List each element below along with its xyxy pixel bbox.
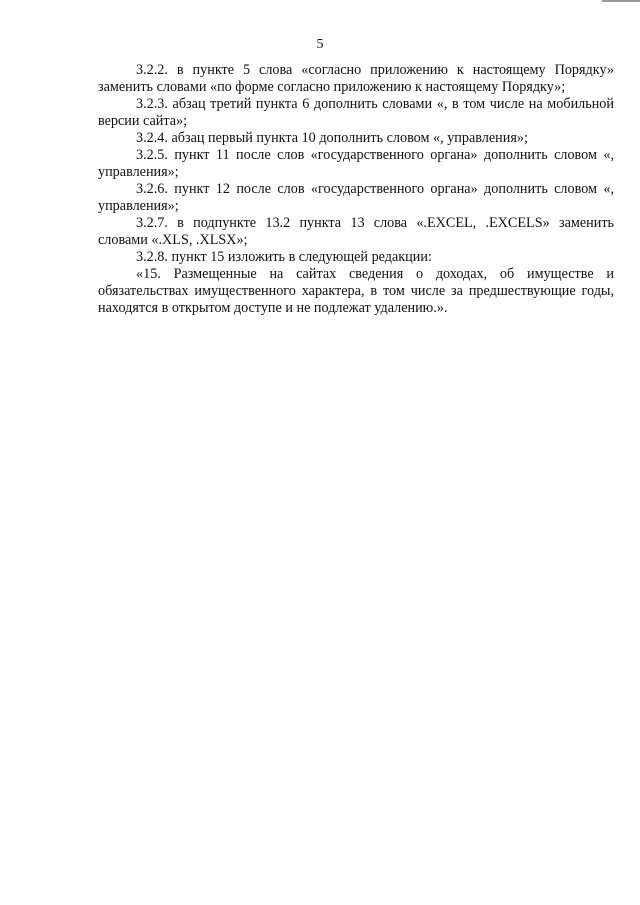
page-number: 5 xyxy=(316,37,324,52)
paragraph-3-2-7: 3.2.7. в подпункте 13.2 пункта 13 слова «.EXCEL, .EXCELS» заменить словами «.XLS, .XLSX»; xyxy=(98,215,614,248)
paragraph-3-2-6: 3.2.6. пункт 12 после слов «государственного органа» дополнить словом «, управления»; xyxy=(98,181,614,214)
paragraph-3-2-3: 3.2.3. абзац третий пункта 6 дополнить словами «, в том числе на мобильной версии сайта»; xyxy=(98,96,614,129)
paragraph-15-new-text: «15. Размещенные на сайтах сведения о доходах, об имуществе и обязательствах имущественного характера, в том числе за предшествующие годы, находятся в открытом доступе и не подлежат удалению.». xyxy=(98,266,614,316)
paragraph-3-2-4: 3.2.4. абзац первый пункта 10 дополнить словом «, управления»; xyxy=(136,130,528,146)
document-body xyxy=(98,62,614,317)
paragraph-3-2-2: 3.2.2. в пункте 5 слова «согласно приложению к настоящему Порядку» заменить словами «по форме согласно приложению к настоящему Порядку»; xyxy=(98,62,614,95)
paragraph-3-2-8: 3.2.8. пункт 15 изложить в следующей редакции: xyxy=(136,249,432,265)
scan-edge-mark xyxy=(602,0,640,2)
paragraph-3-2-5: 3.2.5. пункт 11 после слов «государственного органа» дополнить словом «, управления»; xyxy=(98,147,614,180)
